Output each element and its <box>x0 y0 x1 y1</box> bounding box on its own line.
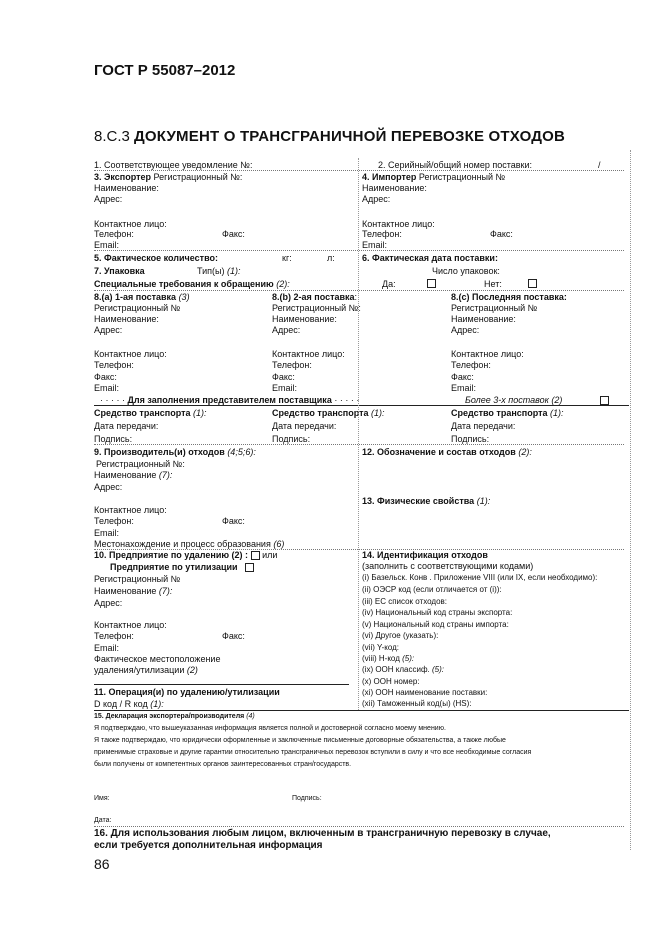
declaration-line-2: Я также подтверждаю, что юридически оформленные и заключенные письменные договорные обязательства, а также любые <box>94 737 506 744</box>
id-item-11: (xi) ООН наименование поставки: <box>362 688 488 697</box>
exporter-fax: Факс: <box>222 229 245 239</box>
right-border <box>630 150 631 850</box>
producer-origin-ref: (6) <box>273 539 285 549</box>
carrier-band-line <box>94 405 629 406</box>
band-label: Для заполнения представителем поставщика <box>127 395 332 405</box>
field-11-operation: 11. Операция(и) по удалению/утилизации <box>94 687 280 697</box>
disposal-title: 10. Предприятие по удалению (2) : <box>94 550 249 560</box>
field-14-identification: 14. Идентификация отходов <box>362 550 488 560</box>
carrier-a-transport-label: Средство транспорта <box>94 408 191 418</box>
packaging-types <box>197 266 240 276</box>
carrier-b-name: Наименование: <box>272 314 337 324</box>
id-item-5: (v) Национальный код страны импорта: <box>362 620 509 629</box>
producer-address: Адрес: <box>94 482 123 492</box>
producer-contact: Контактное лицо: <box>94 505 167 515</box>
disposal-site-2-label: удаления/утилизации <box>94 665 185 675</box>
producer-name-label: Наименование <box>94 470 157 480</box>
carrier-c-reg: Регистрационный № <box>451 303 538 313</box>
carrier-c-name: Наименование: <box>451 314 516 324</box>
special-no-label: Нет: <box>484 279 502 289</box>
carrier-b-ref: : <box>354 292 358 302</box>
special-yes-label: Да: <box>382 279 396 289</box>
producer-fax: Факс: <box>222 516 245 526</box>
packaging-count: Число упаковок: <box>432 266 500 276</box>
producer-title: 9. Производитель(и) отходов <box>94 447 225 457</box>
field-2-serial: 2. Серийный/общий номер поставки: <box>378 160 532 170</box>
disposal-site-2 <box>94 665 198 675</box>
field-2-separator: / <box>598 160 601 170</box>
field-13-ref: (1): <box>476 496 491 506</box>
field-16-line-1: 16. Для использования любым лицом, включенным в трансграничную перевозку в случае, <box>94 828 551 839</box>
recovery-header <box>110 562 254 572</box>
importer-reg: Регистрационный № <box>418 172 506 182</box>
importer-contact: Контактное лицо: <box>362 219 435 229</box>
field-5-l: л: <box>327 253 335 263</box>
field-14-sub: (заполнить с соответствующими кодами) <box>362 561 534 571</box>
disposal-name-ref: (7): <box>158 586 173 596</box>
carrier-b-header <box>272 292 357 302</box>
id-item-8-ref: (5): <box>402 654 415 663</box>
carrier-a-phone: Телефон: <box>94 360 134 370</box>
divider <box>94 250 624 251</box>
id-item-4: (iv) Национальный код страны экспорта: <box>362 608 513 617</box>
declaration-line-4: были получены от компетентных органов заинтересованных стран/государств. <box>94 761 352 768</box>
field-13-label: 13. Физические свойства <box>362 496 475 506</box>
carrier-a-date: Дата передачи: <box>94 421 159 431</box>
carrier-c-transport-ref: (1): <box>550 408 564 418</box>
carrier-c-phone: Телефон: <box>451 360 491 370</box>
band-dots-left: · · · · · <box>100 395 125 405</box>
field-13-physical <box>362 496 490 506</box>
exporter-title: 3. Экспортер <box>94 172 152 182</box>
carrier-a-transport-ref: (1): <box>193 408 207 418</box>
carrier-b-contact: Контактное лицо: <box>272 349 345 359</box>
disposal-phone: Телефон: <box>94 631 134 641</box>
special-yes-checkbox[interactable] <box>427 279 436 288</box>
field-5-quantity: 5. Фактическое количество: <box>94 253 218 263</box>
field-1-notification: 1. Соответствующее уведомление №: <box>94 160 253 170</box>
importer-title: 4. Импортер <box>362 172 417 182</box>
carrier-a-title: 8.(а) 1-ая поставка <box>94 292 177 302</box>
special-ref: (2): <box>276 279 290 289</box>
section-15-top-line <box>94 710 629 711</box>
title-text: ДОКУМЕНТ О ТРАНСГРАНИЧНОЙ ПЕРЕВОЗКЕ ОТХОДОВ <box>134 128 566 145</box>
band-dots-right: · · · · · <box>334 395 360 405</box>
id-item-3: (iii) ЕС список отходов: <box>362 597 447 606</box>
special-label: Специальные требования к обращению <box>94 279 274 289</box>
field-16-line-2: если требуется дополнительная информация <box>94 840 323 851</box>
column-separator <box>358 158 359 710</box>
carrier-b-transport-ref: (1): <box>371 408 385 418</box>
packaging-types-ref: (1): <box>226 266 241 276</box>
carrier-c-header: 8.(с) Последняя поставка: <box>451 292 567 302</box>
producer-email: Email: <box>94 528 120 538</box>
field-12-composition <box>362 447 532 457</box>
packaging-types-label: Тип(ы) <box>197 266 225 276</box>
field-6-date: 6. Фактическая дата поставки: <box>362 253 498 263</box>
field-11-code <box>94 699 164 709</box>
carrier-a-name: Наименование: <box>94 314 159 324</box>
carrier-c-transport-label: Средство транспорта <box>451 408 548 418</box>
id-item-9 <box>362 665 444 675</box>
id-item-8 <box>362 654 414 664</box>
exporter-name: Наименование: <box>94 183 159 193</box>
exporter-email: Email: <box>94 240 120 250</box>
divider <box>94 290 624 291</box>
disposal-checkbox[interactable] <box>251 551 260 560</box>
producer-name <box>94 470 172 480</box>
importer-email: Email: <box>362 240 388 250</box>
carrier-a-ref: (3) <box>178 292 190 302</box>
carrier-b-phone: Телефон: <box>272 360 312 370</box>
producer-reg: Регистрационный №: <box>96 459 185 469</box>
more-carriers-checkbox[interactable] <box>600 396 609 405</box>
exporter-reg: Регистрационный №: <box>153 172 243 182</box>
id-item-10: (x) ООН номер: <box>362 677 420 686</box>
disposal-fax: Факс: <box>222 631 245 641</box>
carrier-b-transport <box>272 408 385 418</box>
carrier-b-transport-label: Средство транспорта <box>272 408 369 418</box>
field-15-declaration <box>94 712 255 721</box>
field-12-label: 12. Обозначение и состав отходов <box>362 447 516 457</box>
more-carriers: Более 3-х поставок (2) <box>465 395 563 405</box>
carrier-a-sign: Подпись: <box>94 434 133 444</box>
recovery-checkbox[interactable] <box>245 563 254 572</box>
disposal-site-ref: (2) <box>186 665 198 675</box>
carrier-c-date: Дата передачи: <box>451 421 516 431</box>
divider <box>94 170 624 171</box>
disposal-underline <box>94 684 349 685</box>
declaration-sign: Подпись: <box>292 795 322 802</box>
disposal-or: или <box>262 550 278 560</box>
exporter-contact: Контактное лицо: <box>94 219 167 229</box>
special-no-checkbox[interactable] <box>528 279 537 288</box>
id-item-7: (vii) Y-код: <box>362 643 399 652</box>
producer-origin <box>94 539 284 549</box>
carrier-b-date: Дата передачи: <box>272 421 337 431</box>
carrier-a-address: Адрес: <box>94 325 123 335</box>
id-item-8-label: (viii) H-код <box>362 654 400 663</box>
carrier-c-email: Email: <box>451 383 477 393</box>
carrier-b-sign: Подпись: <box>272 434 311 444</box>
carrier-a-reg: Регистрационный № <box>94 303 181 313</box>
producer-origin-label: Местонахождение и процесс образования <box>94 539 271 549</box>
producer-phone: Телефон: <box>94 516 134 526</box>
id-item-1: (i) Базельск. Конв . Приложение VIII (или IX, если необходимо): <box>362 573 598 582</box>
id-item-6: (vi) Другое (указать): <box>362 631 439 640</box>
declaration-date: Дата: <box>94 817 112 824</box>
carrier-a-email: Email: <box>94 383 120 393</box>
importer-header <box>362 172 505 182</box>
declaration-line-3: применимые страховые и другие гарантии относительно трансграничных перевозок вступили в силу и что все необходимые согласия <box>94 749 532 756</box>
page-number: 86 <box>94 856 110 872</box>
importer-fax: Факс: <box>490 229 513 239</box>
producer-ref: (4;5;6): <box>227 447 256 457</box>
id-item-12: (xii) Таможенный код(ы) (HS): <box>362 699 472 708</box>
disposal-name-label: Наименование <box>94 586 157 596</box>
carrier-c-address: Адрес: <box>451 325 480 335</box>
carrier-c-contact: Контактное лицо: <box>451 349 524 359</box>
disposal-reg: Регистрационный № <box>94 574 181 584</box>
divider <box>94 826 624 827</box>
id-item-9-ref: (5): <box>432 665 444 674</box>
disposal-site-1: Фактическое местоположение <box>94 654 221 664</box>
carrier-b-address: Адрес: <box>272 325 301 335</box>
field-12-ref: (2): <box>518 447 532 457</box>
field-15-label: 15. Декларация экспортера/производителя <box>94 713 245 720</box>
producer-header <box>94 447 256 457</box>
field-5-kg: кг: <box>282 253 292 263</box>
producer-name-ref: (7): <box>158 470 173 480</box>
recovery-title: Предприятие по утилизации <box>110 562 238 572</box>
field-11-code-label: D код / R код <box>94 699 148 709</box>
exporter-phone: Телефон: <box>94 229 134 239</box>
importer-name: Наименование: <box>362 183 427 193</box>
carrier-a-contact: Контактное лицо: <box>94 349 167 359</box>
importer-phone: Телефон: <box>362 229 402 239</box>
id-item-2: (ii) ОЭСР код (если отличается от (i)): <box>362 585 502 594</box>
disposal-name <box>94 586 172 596</box>
carrier-a-transport <box>94 408 207 418</box>
carrier-b-email: Email: <box>272 383 298 393</box>
document-title <box>94 128 565 145</box>
id-item-9-label: (ix) ООН классиф. <box>362 665 430 674</box>
exporter-address: Адрес: <box>94 194 123 204</box>
carrier-c-fax: Факс: <box>451 372 474 382</box>
carrier-c-sign: Подпись: <box>451 434 490 444</box>
importer-address: Адрес: <box>362 194 391 204</box>
title-number: 8.С.3 <box>94 128 130 145</box>
carrier-a-header <box>94 292 190 302</box>
carrier-b-title: 8.(b) 2-ая поставка <box>272 292 355 302</box>
field-7-packaging: 7. Упаковка <box>94 266 145 276</box>
declaration-line-1: Я подтверждаю, что вышеуказанная информация является полной и достоверной согласно моему мнению. <box>94 725 446 732</box>
declaration-name: Имя: <box>94 795 110 802</box>
carrier-b-reg: Регистрационный №: <box>272 303 361 313</box>
carrier-band <box>100 395 359 405</box>
special-requirements <box>94 279 290 289</box>
disposal-address: Адрес: <box>94 598 123 608</box>
carrier-a-fax: Факс: <box>94 372 117 382</box>
carrier-c-transport <box>451 408 564 418</box>
divider <box>94 444 624 445</box>
disposal-email: Email: <box>94 643 120 653</box>
field-15-ref: (4) <box>246 713 255 720</box>
disposal-contact: Контактное лицо: <box>94 620 167 630</box>
disposal-header <box>94 550 277 560</box>
exporter-header <box>94 172 242 182</box>
carrier-b-fax: Факс: <box>272 372 295 382</box>
standard-header: ГОСТ Р 55087–2012 <box>94 62 236 79</box>
field-11-code-ref: (1): <box>150 699 164 709</box>
